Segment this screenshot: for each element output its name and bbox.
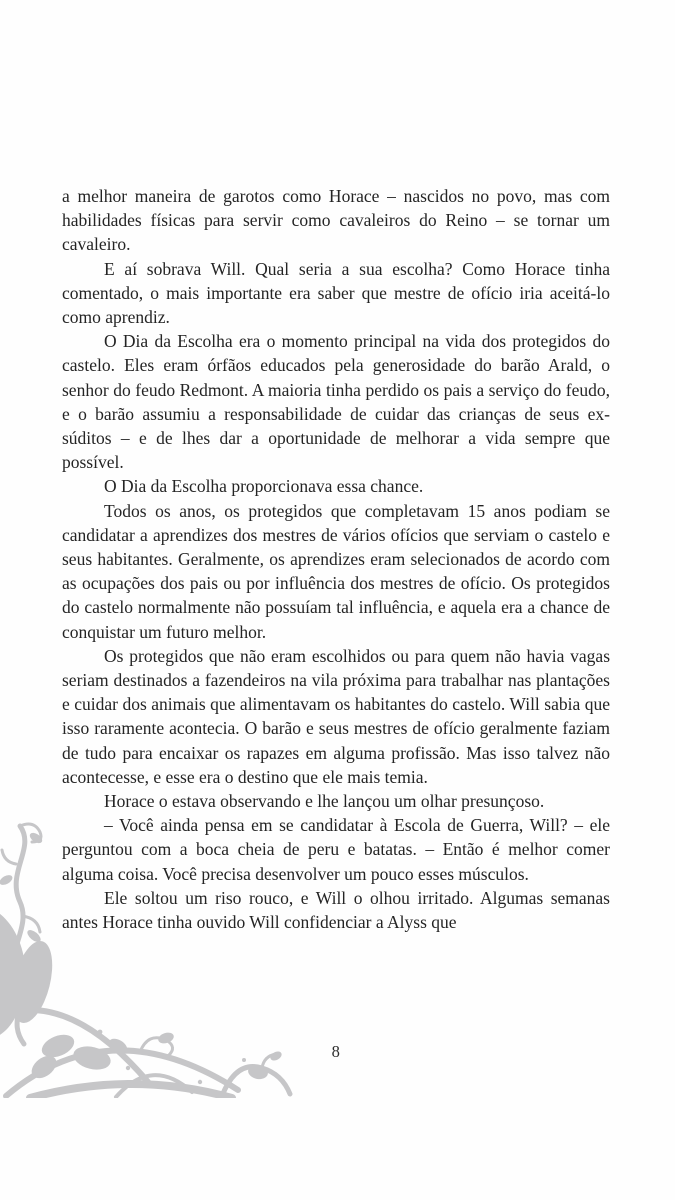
paragraph-dialogue: – Você ainda pensa em se candidatar à Escola de Guerra, Will? – ele perguntou com a boca cheia de peru e batatas. – Então é melhor comer alguma coisa. Você precisa desenvolver um pouco esses músculos. xyxy=(62,815,610,884)
page-number: 8 xyxy=(331,1042,341,1061)
paragraph: Todos os anos, os protegidos que completavam 15 anos podiam se candidatar a aprendizes dos mestres de vários ofícios que serviam o castelo e seus habitantes. Geralmente, os aprendizes eram selecionados de acordo com as ocupações dos pais ou por influência dos mestres de ofício. Os protegidos do castelo normalmente não possuíam tal influência, e aquela era a chance de conquistar um futuro melhor. xyxy=(62,500,610,642)
paragraph: Horace o estava observando e lhe lançou um olhar presunçoso. xyxy=(104,791,545,812)
paragraph: Ele soltou um riso rouco, e Will o olhou irritado. Algumas semanas antes Horace tinha ouvido Will confidenciar a Alyss que xyxy=(62,887,610,933)
paragraph: Os protegidos que não eram escolhidos ou para quem não havia vagas seriam destinados a fazendeiros na vila próxima para trabalhar nas plantações e cuidar dos animais que alimentavam os habitantes do castelo. Will sabia que isso raramente acontecia. O barão e seus mestres de ofício geralmente faziam de tudo para encaixar os rapazes em alguma profissão. Mas isso talvez não acontecesse, e esse era o destino que ele mais temia. xyxy=(62,645,610,787)
paragraph: O Dia da Escolha era o momento principal na vida dos protegidos do castelo. Eles eram órfãos educados pela generosidade do barão Arald, o senhor do feudo Redmont. A maioria tinha perdido os pais a serviço do feudo, e o barão assumiu a responsabilidade de cuidar das crianças de seus ex-súditos – e de lhes dar a oportunidade de melhorar a vida sempre que possível. xyxy=(62,331,610,473)
paragraph: E aí sobrava Will. Qual seria a sua escolha? Como Horace tinha comentado, o mais importante era saber que mestre de ofício iria aceitá-lo como aprendiz. xyxy=(62,258,610,328)
body-text xyxy=(62,184,610,934)
paragraph-continuation: a melhor maneira de garotos como Horace – nascidos no povo, mas com habilidades físicas para servir como cavaleiros do Reino – se tornar um cavaleiro. xyxy=(62,186,610,255)
paragraph: O Dia da Escolha proporcionava essa chance. xyxy=(104,476,424,497)
